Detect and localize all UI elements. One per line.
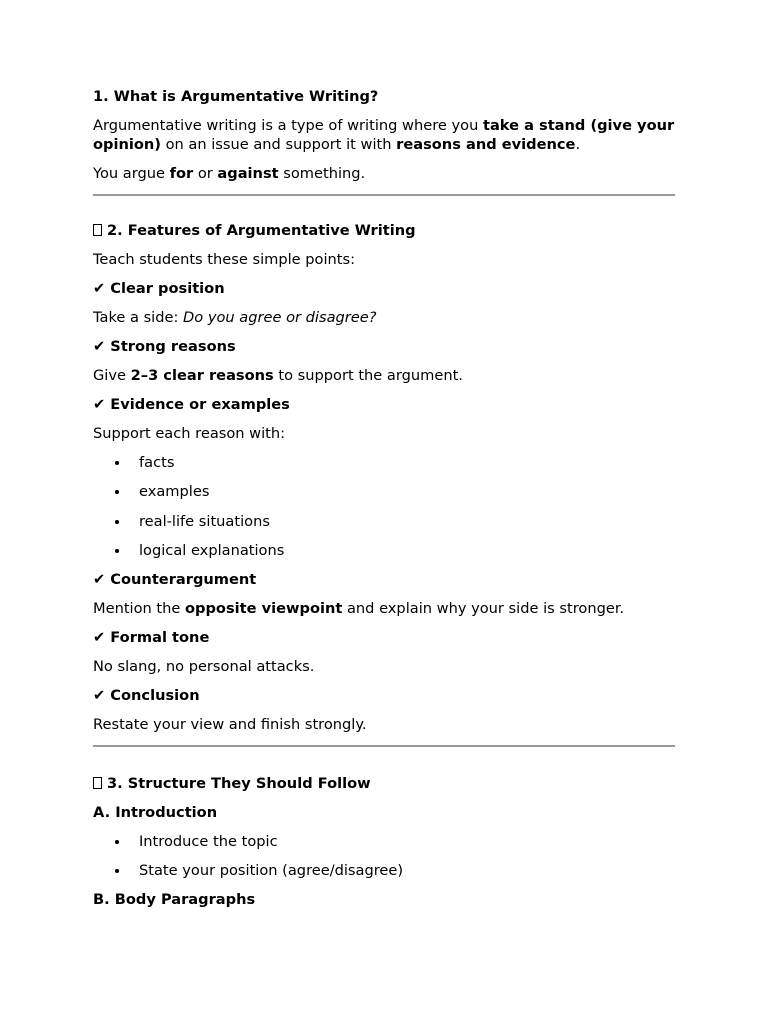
- evidence-list: [93, 453, 675, 560]
- feature-clear-position-title: ✔ Clear position: [93, 280, 225, 297]
- feature-evidence-title: ✔ Evidence or examples: [93, 396, 290, 413]
- section-1-paragraph-2: [93, 164, 675, 183]
- text-run: .: [575, 136, 581, 153]
- section-divider: [93, 745, 675, 747]
- bold-text-run: opposite viewpoint: [185, 599, 343, 617]
- section-2-heading: [93, 221, 675, 240]
- heading-text: 2. Features of Argumentative Writing: [107, 222, 416, 239]
- text-run: something.: [278, 165, 366, 182]
- list-item-text: examples: [139, 483, 210, 501]
- text-run: Take a side:: [93, 309, 184, 326]
- feature-formal-tone-title: ✔ Formal tone: [93, 628, 210, 646]
- list-item-text: Introduce the topic: [139, 832, 278, 850]
- section-1-heading: 1. What is Argumentative Writing?: [93, 88, 379, 105]
- bullet-icon: [115, 461, 119, 465]
- list-item-text: real-life situations: [139, 512, 270, 530]
- text-run: You argue: [93, 165, 170, 182]
- text-run: or: [193, 165, 218, 182]
- missing-glyph-icon: [93, 777, 102, 789]
- text-run: and explain why your side is stronger.: [342, 599, 625, 617]
- list-item-text: logical explanations: [139, 541, 285, 559]
- heading-text: 3. Structure They Should Follow: [107, 774, 371, 792]
- italic-text-run: Do you agree or disagree?: [183, 309, 377, 326]
- feature-evidence-text: Support each reason with:: [93, 425, 286, 442]
- feature-conclusion-title: ✔ Conclusion: [93, 686, 200, 704]
- section-1-paragraph-1: [93, 116, 675, 154]
- introduction-list: [93, 832, 675, 880]
- bullet-icon: [115, 490, 119, 494]
- structure-introduction-title: A. Introduction: [93, 803, 218, 821]
- list-item-text: State your position (agree/disagree): [139, 862, 404, 880]
- feature-formal-tone-text: No slang, no personal attacks.: [93, 657, 315, 675]
- feature-counterargument-text: [93, 599, 675, 618]
- bold-text-run: for: [169, 165, 194, 182]
- bold-text-run: reasons and evidence: [396, 136, 576, 153]
- list-item: [93, 832, 675, 851]
- structure-body-paragraphs-title: B. Body Paragraphs: [93, 891, 256, 909]
- bullet-icon: [115, 549, 119, 553]
- section-2-intro: Teach students these simple points:: [93, 251, 356, 268]
- feature-clear-position-text: [93, 308, 675, 327]
- section-divider: [93, 194, 675, 196]
- bullet-icon: [115, 869, 119, 873]
- list-item: [93, 861, 675, 880]
- text-run: to support the argument.: [273, 367, 463, 384]
- list-item: [93, 453, 675, 472]
- bold-text-run: take a stand (give your opinion): [93, 117, 675, 153]
- list-item: [93, 482, 675, 501]
- feature-conclusion-text: Restate your view and finish strongly.: [93, 715, 367, 733]
- bullet-icon: [115, 520, 119, 524]
- list-item: [93, 512, 675, 531]
- missing-glyph-icon: [93, 224, 102, 236]
- text-run: on an issue and support it with: [160, 136, 397, 153]
- section-3-heading: [93, 774, 675, 793]
- feature-strong-reasons-title: ✔ Strong reasons: [93, 338, 236, 355]
- text-run: Argumentative writing is a type of writing where you: [93, 117, 483, 134]
- document-content: [93, 87, 675, 919]
- text-run: Mention the: [93, 599, 186, 617]
- feature-strong-reasons-text: [93, 366, 675, 385]
- list-item-text: facts: [139, 454, 175, 471]
- bold-text-run: against: [217, 165, 279, 182]
- feature-counterargument-title: ✔ Counterargument: [93, 570, 257, 588]
- bullet-icon: [115, 840, 119, 844]
- list-item: [93, 541, 675, 560]
- bold-text-run: 2–3 clear reasons: [130, 367, 274, 384]
- text-run: Give: [93, 367, 131, 384]
